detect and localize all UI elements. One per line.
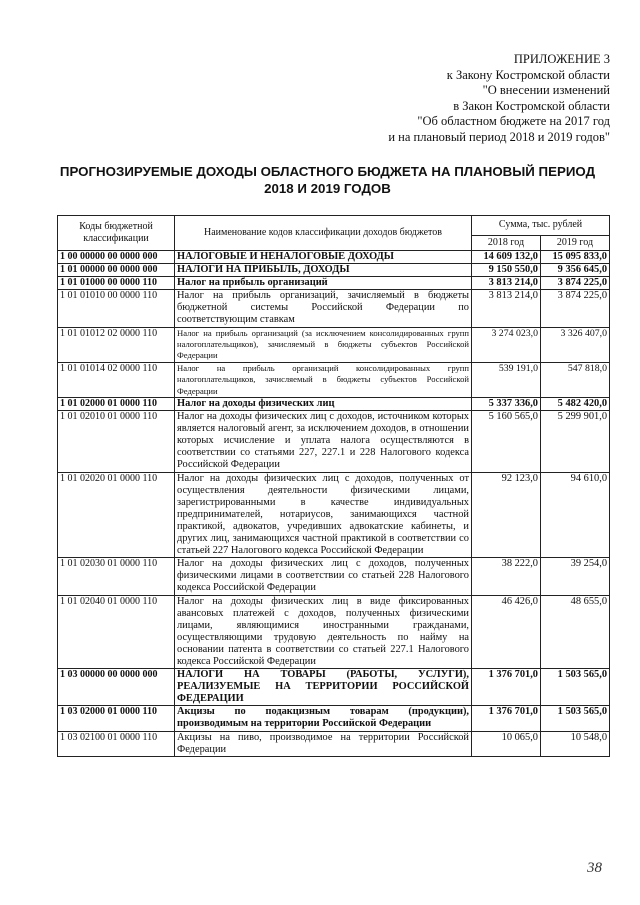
row-code: 1 01 02000 01 0000 110 bbox=[58, 398, 175, 411]
row-value-2018: 5 337 336,0 bbox=[472, 398, 541, 411]
row-code: 1 01 02010 01 0000 110 bbox=[58, 411, 175, 472]
header-sum: Сумма, тыс. рублей bbox=[472, 216, 610, 236]
row-value-2018: 5 160 565,0 bbox=[472, 411, 541, 472]
row-value-2018: 3 813 214,0 bbox=[472, 290, 541, 327]
row-value-2018: 38 222,0 bbox=[472, 558, 541, 595]
row-value-2018: 14 609 132,0 bbox=[472, 251, 541, 264]
row-value-2018: 3 274 023,0 bbox=[472, 327, 541, 362]
row-code: 1 00 00000 00 0000 000 bbox=[58, 251, 175, 264]
row-value-2019: 39 254,0 bbox=[541, 558, 610, 595]
row-value-2018: 1 376 701,0 bbox=[472, 669, 541, 706]
page-number: 38 bbox=[587, 860, 602, 876]
row-name: Налог на доходы физических лиц bbox=[175, 398, 472, 411]
row-value-2019: 5 299 901,0 bbox=[541, 411, 610, 472]
row-code: 1 01 02040 01 0000 110 bbox=[58, 595, 175, 669]
appendix-line: и на плановый период 2018 и 2019 годов" bbox=[388, 129, 610, 144]
row-name: Налог на доходы физических лиц с доходов, полученных от осуществления деятельности физическими лицами, зарегистрированными в качестве индивидуальных предпринимателей, нотариусов, занимающихся частной практикой, адвокатов, учредивших адвокатские кабинеты, и других лиц, занимающихся частной практикой в соответствии со статьей 227 Налогового кодекса Российской Федерации bbox=[175, 472, 472, 558]
row-name: НАЛОГОВЫЕ И НЕНАЛОГОВЫЕ ДОХОДЫ bbox=[175, 251, 472, 264]
table-row bbox=[58, 327, 610, 362]
table-row bbox=[58, 472, 610, 558]
row-value-2019: 15 095 833,0 bbox=[541, 251, 610, 264]
row-name: Налог на прибыль организаций bbox=[175, 277, 472, 290]
title-line-2: 2018 И 2019 ГОДОВ bbox=[264, 181, 391, 196]
row-name: НАЛОГИ НА ПРИБЫЛЬ, ДОХОДЫ bbox=[175, 264, 472, 277]
table-row bbox=[58, 251, 610, 264]
row-value-2019: 10 548,0 bbox=[541, 731, 610, 756]
table-row bbox=[58, 669, 610, 706]
row-code: 1 01 01010 00 0000 110 bbox=[58, 290, 175, 327]
table-row bbox=[58, 277, 610, 290]
row-value-2018: 3 813 214,0 bbox=[472, 277, 541, 290]
row-name: Акцизы на пиво, производимое на территории Российской Федерации bbox=[175, 731, 472, 756]
appendix-line: ПРИЛОЖЕНИЕ 3 bbox=[513, 52, 610, 66]
header-name: Наименование кодов классификации доходов бюджетов bbox=[175, 216, 472, 251]
row-name: Налог на прибыль организаций, зачисляемый в бюджеты бюджетной системы Российской Федерации по соответствующим ставкам bbox=[175, 290, 472, 327]
row-value-2018: 539 191,0 bbox=[472, 362, 541, 397]
table-row bbox=[58, 411, 610, 472]
header-codes: Коды бюджетной классификации bbox=[58, 216, 175, 251]
appendix-line: "Об областном бюджете на 2017 год bbox=[417, 114, 610, 128]
table-row bbox=[58, 264, 610, 277]
row-value-2019: 3 326 407,0 bbox=[541, 327, 610, 362]
row-value-2019: 547 818,0 bbox=[541, 362, 610, 397]
row-code: 1 01 00000 00 0000 000 bbox=[58, 264, 175, 277]
table-row bbox=[58, 595, 610, 669]
table-row bbox=[58, 362, 610, 397]
row-code: 1 01 01014 02 0000 110 bbox=[58, 362, 175, 397]
row-value-2018: 46 426,0 bbox=[472, 595, 541, 669]
row-code: 1 03 02100 01 0000 110 bbox=[58, 731, 175, 756]
row-value-2019: 5 482 420,0 bbox=[541, 398, 610, 411]
row-name: Налог на прибыль организаций консолидированных групп налогоплательщиков, зачисляемый в бюджеты субъектов Российской Федерации bbox=[175, 362, 472, 397]
header-year-2018: 2018 год bbox=[472, 236, 541, 251]
table-row bbox=[58, 731, 610, 756]
row-name: Налог на прибыль организаций (за исключением консолидированных групп налогоплательщиков), зачисляемый в бюджеты субъектов Российской Федерации bbox=[175, 327, 472, 362]
row-name: Налог на доходы физических лиц с доходов, полученных физическими лицами в соответствии со статьей 228 Налогового кодекса Российской Федерации bbox=[175, 558, 472, 595]
row-name: Налог на доходы физических лиц в виде фиксированных авансовых платежей с доходов, полученных физическими лицами, являющимися иностранными гражданами, осуществляющими трудовую деятельность по найму на основании патента в соответствии со статьей 227.1 Налогового кодекса Российской Федерации bbox=[175, 595, 472, 669]
row-value-2019: 9 356 645,0 bbox=[541, 264, 610, 277]
row-name: Налог на доходы физических лиц с доходов, источником которых является налоговый агент, за исключением доходов, в отношении которых исчисление и уплата налога осуществляются в соответствии со статьями 227, 227.1 и 228 Налогового кодекса Российской Федерации bbox=[175, 411, 472, 472]
row-code: 1 01 02020 01 0000 110 bbox=[58, 472, 175, 558]
row-code: 1 03 00000 00 0000 000 bbox=[58, 669, 175, 706]
row-code: 1 03 02000 01 0000 110 bbox=[58, 706, 175, 731]
row-value-2018: 92 123,0 bbox=[472, 472, 541, 558]
row-value-2019: 1 503 565,0 bbox=[541, 669, 610, 706]
row-value-2018: 10 065,0 bbox=[472, 731, 541, 756]
table-row bbox=[58, 290, 610, 327]
appendix-line: к Закону Костромской области bbox=[446, 67, 610, 82]
row-code: 1 01 01012 02 0000 110 bbox=[58, 327, 175, 362]
appendix-line: "О внесении изменений bbox=[482, 83, 610, 97]
row-value-2019: 94 610,0 bbox=[541, 472, 610, 558]
table-row bbox=[58, 558, 610, 595]
row-name: НАЛОГИ НА ТОВАРЫ (РАБОТЫ, УСЛУГИ), РЕАЛИЗУЕМЫЕ НА ТЕРРИТОРИИ РОССИЙСКОЙ ФЕДЕРАЦИИ bbox=[175, 669, 472, 706]
row-code: 1 01 02030 01 0000 110 bbox=[58, 558, 175, 595]
appendix-header bbox=[388, 52, 610, 145]
table-row bbox=[58, 398, 610, 411]
row-code: 1 01 01000 00 0000 110 bbox=[58, 277, 175, 290]
table-row bbox=[58, 706, 610, 731]
row-name: Акцизы по подакцизным товарам (продукции), производимым на территории Российской Федерации bbox=[175, 706, 472, 731]
appendix-line: в Закон Костромской области bbox=[453, 98, 610, 113]
header-year-2019: 2019 год bbox=[541, 236, 610, 251]
title-line-1: ПРОГНОЗИРУЕМЫЕ ДОХОДЫ ОБЛАСТНОГО БЮДЖЕТА НА ПЛАНОВЫЙ ПЕРИОД bbox=[59, 164, 596, 179]
row-value-2019: 3 874 225,0 bbox=[541, 277, 610, 290]
row-value-2018: 9 150 550,0 bbox=[472, 264, 541, 277]
row-value-2018: 1 376 701,0 bbox=[472, 706, 541, 731]
row-value-2019: 3 874 225,0 bbox=[541, 290, 610, 327]
document-title bbox=[55, 163, 600, 197]
revenue-table bbox=[57, 215, 610, 757]
row-value-2019: 1 503 565,0 bbox=[541, 706, 610, 731]
row-value-2019: 48 655,0 bbox=[541, 595, 610, 669]
